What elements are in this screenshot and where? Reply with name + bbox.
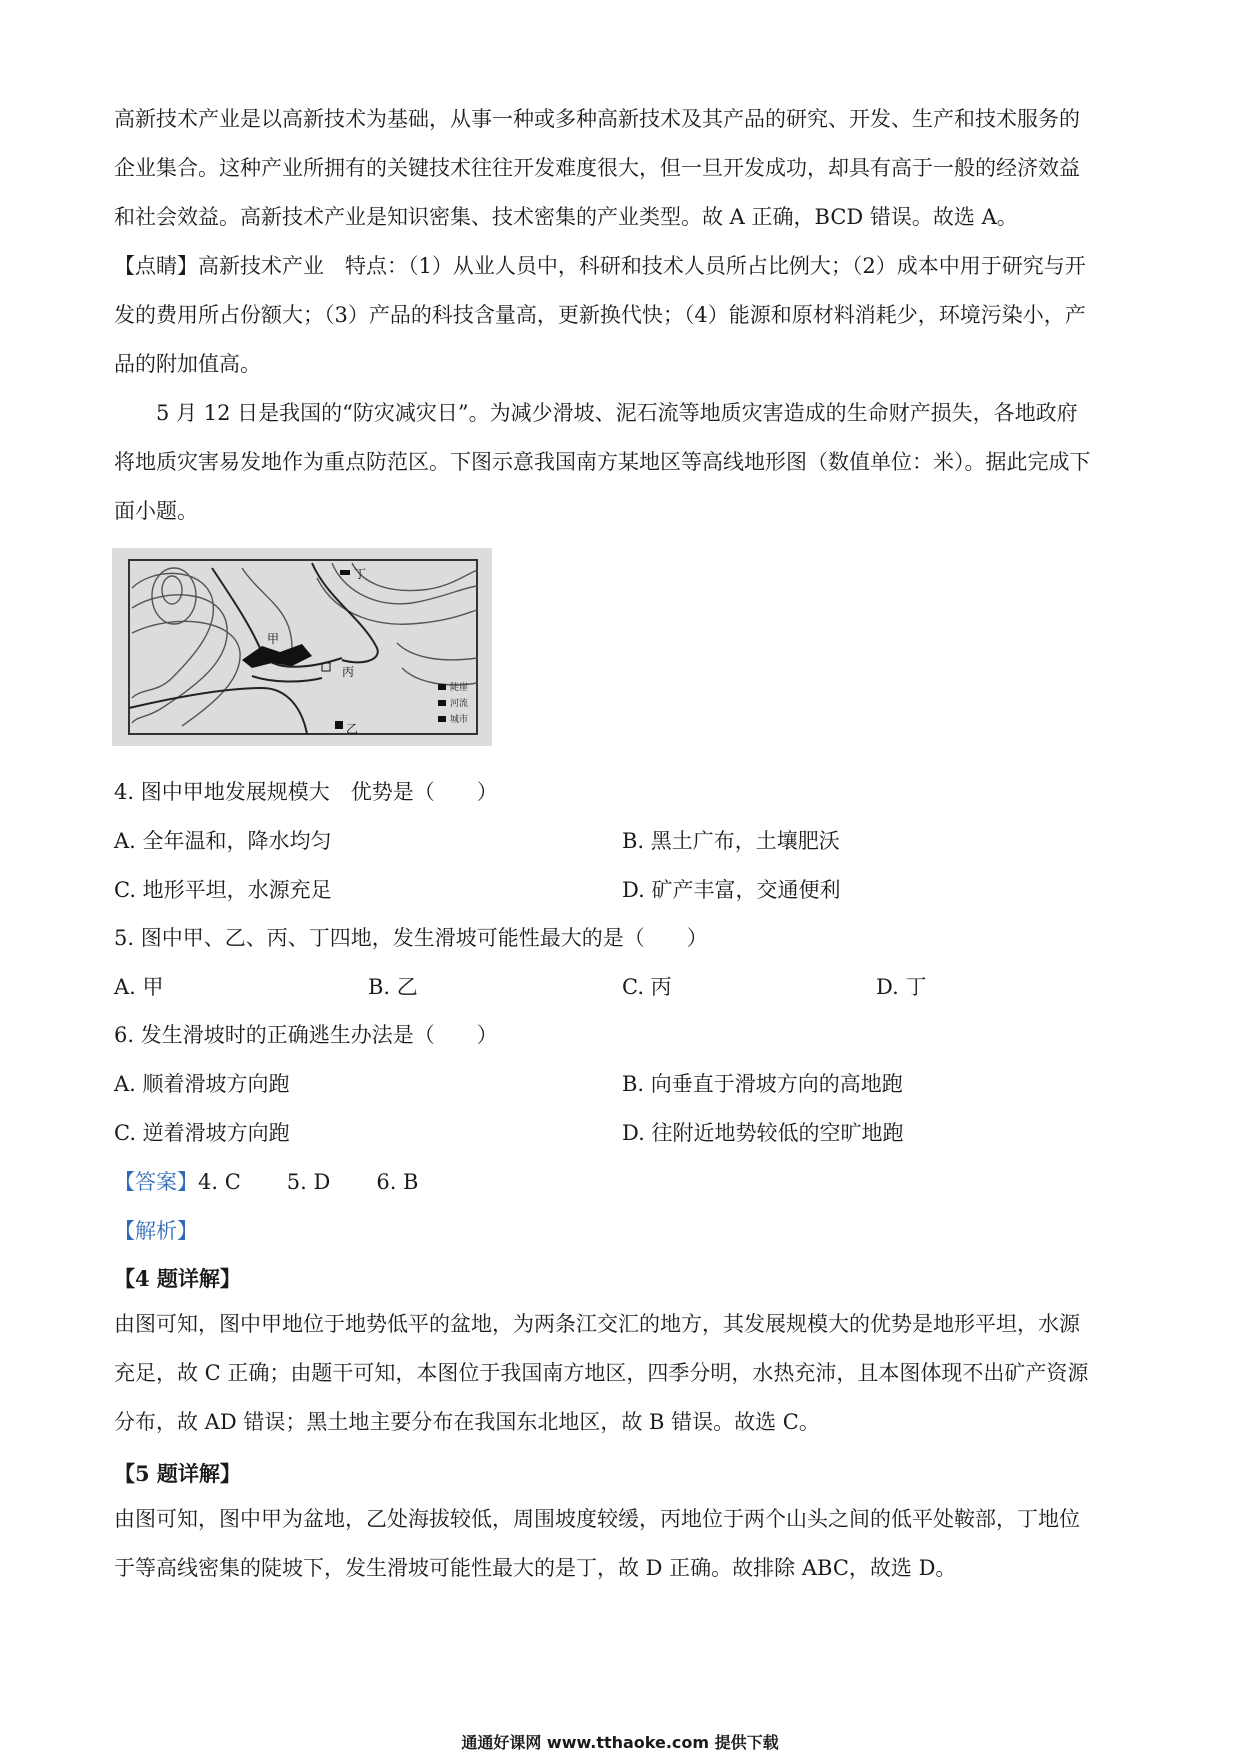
marker-ding: [340, 570, 350, 575]
answer-line: [114, 1166, 419, 1196]
contour-line: [132, 621, 240, 726]
detail-5-paragraph: [114, 1495, 1124, 1593]
legend-city: 城市: [450, 715, 469, 725]
tip-line: 发的费用所占份额大；（3）产品的科技含量高，更新换代快；（4）能源和原材料消耗少，环境污染小，产: [114, 303, 1086, 327]
question-4-option-b: B. 黑土广布，土壤肥沃: [622, 829, 840, 853]
answer-item: 6. B: [376, 1170, 419, 1194]
detail-5-line: 于等高线密集的陡坡下，发生滑坡可能性最大的是丁，故 D 正确。故排除 ABC，故选 D。: [114, 1556, 957, 1580]
tip-paragraph: [114, 242, 1124, 389]
tip-line: 高新技术产业 特点：（1）从业人员中，科研和技术人员所占比例大；（2）成本中用于研究与开: [198, 254, 1086, 278]
answer-item: 5. D: [286, 1170, 331, 1194]
material-paragraph: [114, 389, 1124, 536]
contour-map-svg: [112, 548, 492, 746]
question-5-option-b: B. 乙: [368, 975, 418, 999]
detail-4-line: 分布，故 AD 错误；黑土地主要分布在我国东北地区，故 B 错误。故选 C。: [114, 1410, 820, 1434]
question-4-option-a: A. 全年温和，降水均匀: [114, 829, 332, 853]
intro-line: 高新技术产业是以高新技术为基础，从事一种或多种高新技术及其产品的研究、开发、生产和技术服务的: [114, 107, 1080, 131]
tip-label: 【点睛】: [114, 254, 198, 278]
detail-4-line: 充足，故 C 正确；由题干可知，本图位于我国南方地区，四季分明，水热充沛，且本图体现不出矿产资源: [114, 1361, 1089, 1385]
question-6-option-d: D. 往附近地势较低的空旷地跑: [622, 1121, 904, 1145]
marker-yi: [335, 721, 343, 729]
contour-line: [317, 578, 477, 624]
legend-swatch-cliff: [438, 684, 446, 690]
legend-swatch-city: [438, 716, 446, 722]
river-line: [252, 676, 322, 682]
answer-item: 4. C: [198, 1170, 241, 1194]
map-label-bing: 丙: [342, 665, 355, 679]
material-line: 面小题。: [114, 499, 198, 523]
contour-line: [352, 563, 477, 591]
question-4-option-c: C. 地形平坦，水源充足: [114, 878, 332, 902]
intro-line: 企业集合。这种产业所拥有的关键技术往往开发难度很大，但一旦开发成功，却具有高于一般的经济效益: [114, 156, 1080, 180]
analysis-label: 【解析】: [114, 1219, 198, 1243]
question-6-option-a: A. 顺着滑坡方向跑: [114, 1072, 290, 1096]
question-6-option-c: C. 逆着滑坡方向跑: [114, 1121, 290, 1145]
map-label-ding: 丁: [354, 567, 367, 581]
material-line: 将地质灾害易发地作为重点防范区。下图示意我国南方某地区等高线地形图（数值单位：米）。据此完成下: [114, 450, 1091, 474]
answer-label: 【答案】: [114, 1170, 198, 1194]
question-5-stem: 5. 图中甲、乙、丙、丁四地，发生滑坡可能性最大的是（ ）: [114, 926, 708, 950]
detail-4-paragraph: [114, 1300, 1124, 1447]
question-5-option-d: D. 丁: [876, 975, 927, 999]
question-6-option-b: B. 向垂直于滑坡方向的高地跑: [622, 1072, 903, 1096]
question-6-stem: 6. 发生滑坡时的正确逃生办法是（ ）: [114, 1023, 498, 1047]
river-line: [312, 563, 378, 662]
intro-line: 和社会效益。高新技术产业是知识密集、技术密集的产业类型。故 A 正确，BCD 错误。故选 A。: [114, 205, 1018, 229]
contour-map: [112, 548, 492, 746]
question-5-option-a: A. 甲: [114, 975, 164, 999]
legend-river: 河流: [450, 699, 469, 709]
question-5-option-c: C. 丙: [622, 975, 672, 999]
map-label-jia: 甲: [267, 632, 280, 646]
material-line: 5 月 12 日是我国的“防灾减灾日”。为减少滑坡、泥石流等地质灾害造成的生命财产损失，各地政府: [156, 401, 1078, 425]
detail-5-line: 由图可知，图中甲为盆地，乙处海拔较低，周围坡度较缓，丙地位于两个山头之间的低平处鞍部，丁地位: [114, 1507, 1080, 1531]
tip-line: 品的附加值高。: [114, 352, 261, 376]
contour-line: [162, 576, 182, 604]
map-label-yi: 乙: [346, 722, 359, 736]
page-footer: 通通好课网 www.tthaoke.com 提供下载: [461, 1733, 779, 1752]
contour-line: [397, 643, 477, 660]
intro-paragraph: [114, 95, 1124, 242]
detail-5-title: 【5 题详解】: [114, 1461, 241, 1486]
detail-4-line: 由图可知，图中甲地位于地势低平的盆地，为两条江交汇的地方，其发展规模大的优势是地形平坦，水源: [114, 1312, 1080, 1336]
question-4-option-d: D. 矿产丰富，交通便利: [622, 878, 841, 902]
question-4-stem: 4. 图中甲地发展规模大 优势是（ ）: [114, 780, 498, 804]
legend-cliff: 陡崖: [450, 683, 469, 693]
legend-swatch-river: [438, 700, 446, 706]
detail-4-title: 【4 题详解】: [114, 1266, 241, 1291]
